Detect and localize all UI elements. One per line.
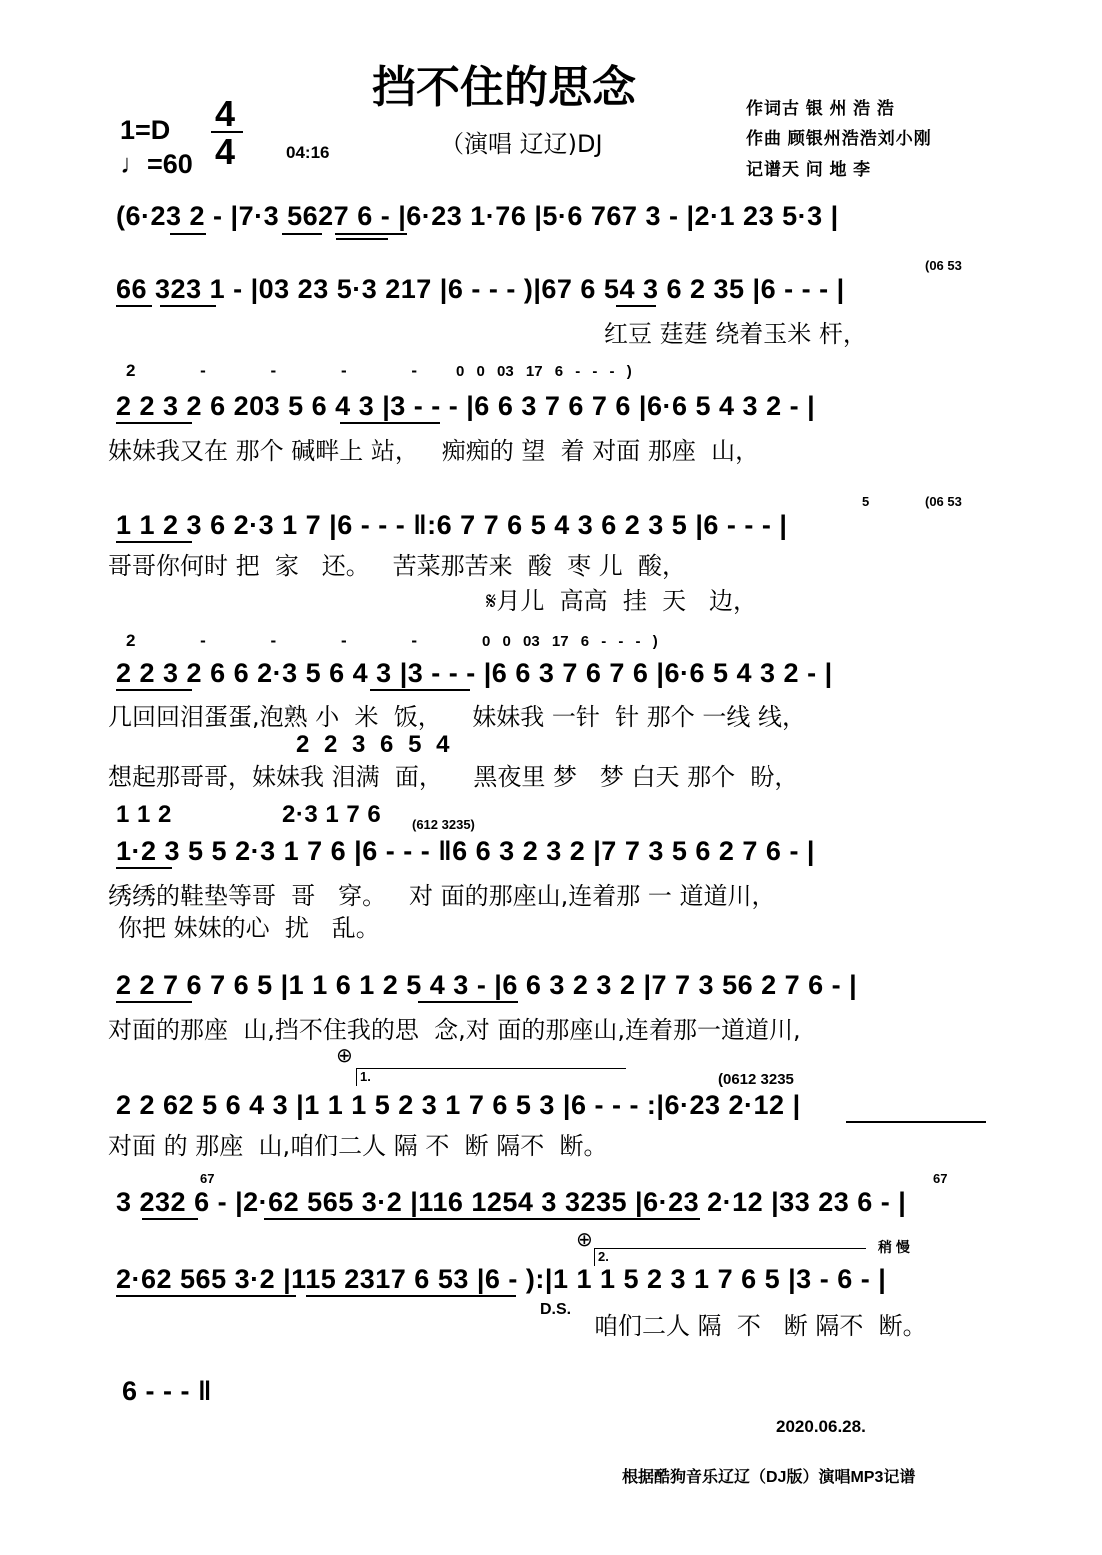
lyrics-r3: 妹妹我又在 那个 碱畔上 站， 痴痴的 望 着 对面 那座 山， (108, 437, 760, 465)
volta-1-label: 1. (360, 1069, 371, 1084)
lyrics-r6-verse1: 绣绣的鞋垫等哥 哥 穿。 对 面的那座山,连着那 一 道道川， (108, 882, 776, 910)
source-note: 根据酷狗音乐辽辽（DJ版）演唱MP3记谱 (622, 1469, 916, 1486)
underline-r1a (170, 233, 206, 235)
score-row-5: 2 2 3 2 6 6 2·3 5 6 4 3 |3 - - - |6 6 3 7 6 7 6 |6·6 5 4 3 2 - | (116, 658, 833, 688)
score-row-11: 6 - - - ‖ (122, 1376, 212, 1406)
underline-r7b (418, 1001, 518, 1003)
underline-r1c (335, 233, 407, 235)
time-signature-bottom: 4 (215, 131, 236, 172)
underline-r3a (116, 422, 192, 424)
underline-r2c (616, 305, 656, 307)
underline-r3b (340, 422, 440, 424)
lyrics-r5-verse1: 几回回泪蛋蛋,泡熟 小 米 饭， 妹妹我 一针 针 那个 一线 线， (108, 703, 807, 731)
coda-sign-r8: ⊕ (336, 1045, 353, 1067)
upper-notes-r6-mid: 2·3 1 7 6 (282, 801, 382, 828)
upper-line-r3-right: 0 0 03 17 6 - - - ) (456, 363, 632, 380)
lyrics-r7: 对面的那座 山,挡不住我的思 念,对 面的那座山,连着那一道道川, (108, 1016, 801, 1044)
underline-r9c (460, 1218, 700, 1220)
alt-notes-r5: 2 2 3 6 5 4 (296, 731, 454, 758)
underline-r1d (336, 238, 388, 240)
underline-r10a (116, 1295, 296, 1297)
lyrics-r4-verse1: 哥哥你何时 把 家 还。 苦菜那苦来 酸 枣 儿 酸， (108, 552, 687, 580)
transcription-date: 2020.06.28. (776, 1417, 866, 1436)
page-title: 挡不住的思念 (372, 62, 636, 113)
dal-segno-mark: D.S. (540, 1301, 572, 1318)
key-signature: 1=D (120, 115, 171, 145)
grace-notes-r6: (612 3235) (412, 817, 475, 832)
score-row-6: 1·2 3 5 5 2·3 1 7 6 |6 - - - ‖6 6 3 2 3 2 |7 7 3 5 6 2 7 6 - | (116, 836, 815, 866)
subtitle: （演唱 辽辽)DJ (440, 130, 603, 158)
underline-r5b (370, 689, 470, 691)
underline-r8a (846, 1121, 986, 1123)
composer-credit: 作曲 顾银州浩浩刘小刚 (746, 129, 932, 148)
underline-r4a (116, 541, 192, 543)
grace-notes-r2: (06 53 (925, 258, 962, 273)
volta-1-bracket (356, 1068, 626, 1069)
volta-2-label: 2. (598, 1249, 609, 1264)
underline-r7a (116, 1001, 192, 1003)
grace-note-r4-left: 5 (862, 494, 870, 509)
lyrics-r8: 对面 的 那座 山,咱们二人 隔 不 断 隔不 断。 (108, 1132, 608, 1160)
coda-sign-r10: ⊕ (576, 1229, 593, 1251)
score-row-10: 2·62 565 3·2 |115 2317 6 53 |6 - ):|1 1 1 5 2 3 1 7 6 5 |3 - 6 - | (116, 1264, 887, 1294)
underline-r6a (116, 867, 172, 869)
upper-line-r3-left: 2 - - - - (126, 361, 417, 380)
volta-2-bracket (594, 1248, 866, 1249)
score-row-1: (6·23 2 - |7·3 5627 6 - |6·23 1·76 |5·6 767 3 - |2·1 23 5·3 | (116, 201, 839, 231)
upper-notes-r6-left: 1 1 2 (116, 801, 172, 828)
upper-line-r5-left: 2 - - - - (126, 631, 417, 650)
tempo-marking: ♩=60 (120, 149, 193, 179)
underline-r1b (282, 233, 322, 235)
score-row-8: 2 2 62 5 6 4 3 |1 1 1 5 2 3 1 7 6 5 3 |6 - - - :|6·23 2·12 | (116, 1090, 801, 1120)
transcriber-credit: 记谱天 问 地 李 (746, 160, 872, 179)
underline-r10b (306, 1295, 516, 1297)
time-signature-top: 4 (215, 93, 236, 134)
underline-r9a (142, 1218, 198, 1220)
lyrics-r6-verse2: 你把 妹妹的心 扰 乱。 (118, 914, 380, 942)
duration-label: 04:16 (286, 143, 330, 162)
score-row-9: 3 232 6 - |2·62 565 3·2 |116 1254 3 3235 |6·23 2·12 |33 23 6 - | (116, 1187, 907, 1217)
grace-notes-r8: (0612 3235 (718, 1071, 794, 1088)
underline-r2b (160, 305, 216, 307)
score-row-4: 1 1 2 3 6 2·3 1 7 |6 - - - ‖:6 7 7 6 5 4 3 6 2 3 5 |6 - - - | (116, 510, 788, 540)
score-row-3: 2 2 3 2 6 203 5 6 4 3 |3 - - - |6 6 3 7 6 7 6 |6·6 5 4 3 2 - | (116, 391, 816, 421)
score-row-2: 66 323 1 - |03 23 5·3 217 |6 - - - )|67 6 54 3 6 2 35 |6 - - - | (116, 274, 845, 304)
volta-1-edge (356, 1068, 357, 1086)
tempo-change-mark: 稍 慢 (878, 1239, 910, 1255)
lyrics-r2: 红豆 莛莛 绕着玉米 杆， (604, 320, 867, 348)
grace-notes-r9-a: 67 (200, 1171, 215, 1186)
score-row-7: 2 2 7 6 7 6 5 |1 1 6 1 2 5 4 3 - |6 6 3 2 3 2 |7 7 3 56 2 7 6 - | (116, 970, 858, 1000)
underline-r9b (264, 1218, 464, 1220)
lyrics-r4-verse2: 𝄋月儿 高高 挂 天 边， (486, 587, 757, 615)
underline-r2a (116, 305, 152, 307)
grace-notes-r4: (06 53 (925, 494, 962, 509)
lyricist-credit: 作词古 银 州 浩 浩 (746, 99, 895, 118)
underline-r5a (116, 689, 192, 691)
grace-notes-r9-b: 67 (933, 1171, 948, 1186)
lyrics-r10: 咱们二人 隔 不 断 隔不 断。 (594, 1312, 927, 1340)
upper-line-r5-right: 0 0 03 17 6 - - - ) (482, 633, 658, 650)
lyrics-r5-verse2: 想起那哥哥，妹妹我 泪满 面， 黑夜里 梦 梦 白天 那个 盼， (108, 763, 799, 791)
